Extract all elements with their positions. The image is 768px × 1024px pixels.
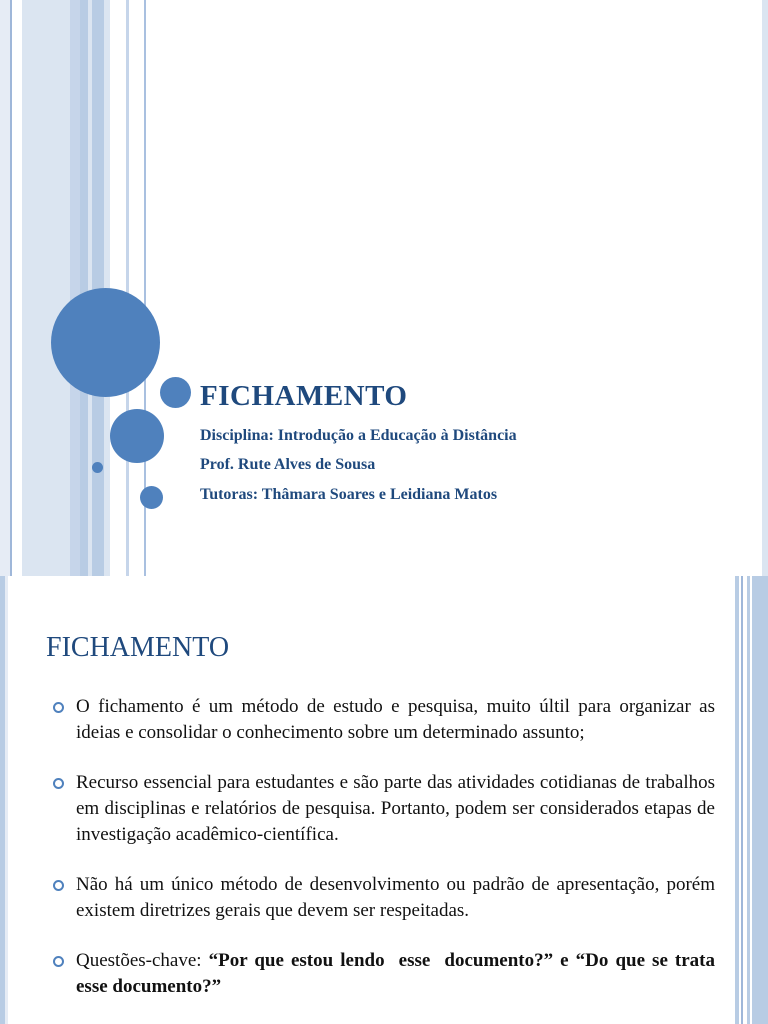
content-slide [0, 576, 768, 1024]
tutors-line: Tutoras: Thâmara Soares e Leidiana Matos [200, 486, 498, 503]
list-item [52, 872, 715, 924]
decorative-circle-small [140, 486, 163, 509]
discipline-line: Disciplina: Introdução a Educação à Distância [200, 427, 517, 444]
stripe [70, 0, 80, 576]
bullet-list [52, 694, 715, 1000]
list-item [52, 694, 715, 746]
bullet-icon [53, 880, 64, 891]
stripe [752, 576, 768, 1024]
bullet-text: O fichamento é um método de estudo e pesquisa, muito últil para organizar as ideias e consolidar o conhecimento sobre um determinado assunto; [76, 696, 715, 743]
key-questions-connector: e [553, 950, 576, 971]
stripe [80, 0, 88, 576]
slide-title: FICHAMENTO [46, 632, 230, 663]
decorative-circle-medium [110, 409, 164, 463]
stripe [747, 576, 750, 1024]
stripe [126, 0, 129, 576]
stripe [22, 0, 70, 576]
stripe [741, 576, 743, 1024]
bullet-icon [53, 702, 64, 713]
key-question-1: “Por que estou lendo esse documento?” [208, 950, 554, 971]
stripe [0, 0, 10, 576]
stripe [10, 0, 12, 576]
stripe [762, 0, 768, 576]
decorative-circle-large [51, 288, 160, 397]
decorative-circle-tiny [92, 462, 103, 473]
bullet-text: Não há um único método de desenvolvimento ou padrão de apresentação, porém existem diretrizes gerais que devem ser respeitadas. [76, 874, 715, 921]
bullet-icon [53, 778, 64, 789]
list-item [52, 948, 715, 1000]
bullet-text: Recurso essencial para estudantes e são parte das atividades cotidianas de trabalhos em disciplinas e relatórios de pesquisa. Portanto, podem ser considerados etapas de investigação acadêmico-científica. [76, 772, 715, 845]
list-item [52, 770, 715, 848]
slide-title: FICHAMENTO [200, 380, 408, 412]
key-question-2: “Do que se trata esse documento?” [76, 950, 716, 997]
professor-line: Prof. Rute Alves de Sousa [200, 456, 376, 473]
bullet-icon [53, 956, 64, 967]
key-questions-prefix: Questões-chave: [76, 950, 209, 971]
stripe [735, 576, 739, 1024]
stripe [5, 576, 8, 1024]
decorative-circle-small [160, 377, 191, 408]
